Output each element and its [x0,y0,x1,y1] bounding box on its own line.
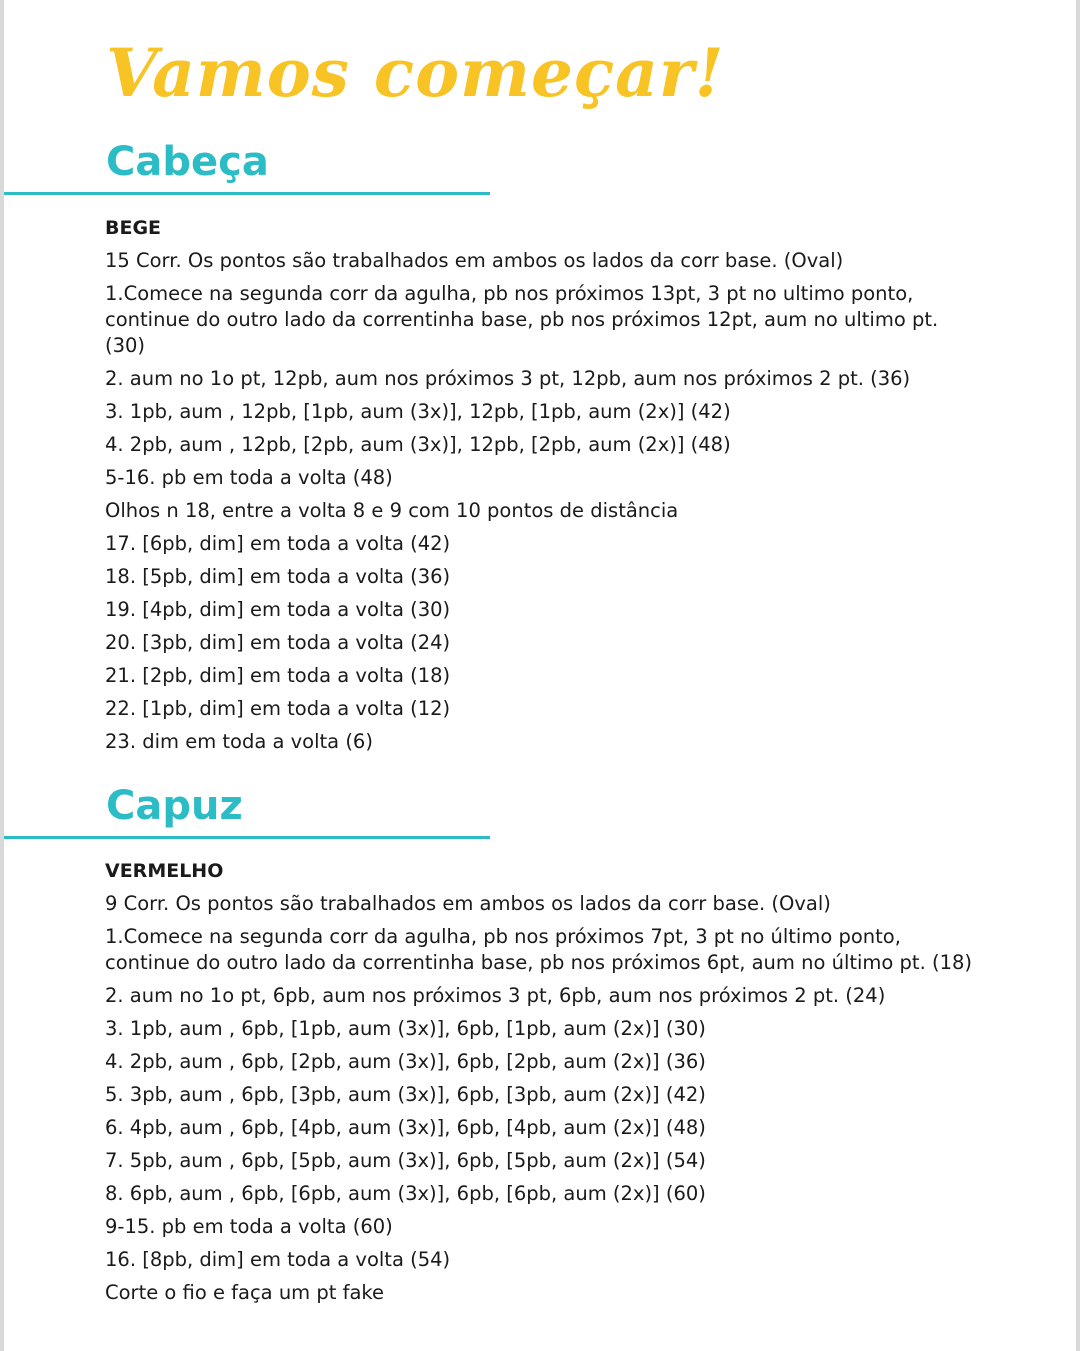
instruction-line: 16. [8pb, dim] em toda a volta (54) [105,1248,451,1271]
instruction-line: 2. aum no 1o pt, 6pb, aum nos próximos 3 pt, 6pb, aum nos próximos 2 pt. (24) [105,984,886,1007]
instruction-line: 15 Corr. Os pontos são trabalhados em ambos os lados da corr base. (Oval) [105,249,844,272]
instruction-line: 17. [6pb, dim] em toda a volta (42) [105,532,451,555]
section-heading-cabeca: Cabeça [106,139,269,185]
instruction-line: Corte o fio e faça um pt fake [105,1281,385,1304]
instruction-line: 3. 1pb, aum , 6pb, [1pb, aum (3x)], 6pb, [1pb, aum (2x)] (30) [105,1017,706,1040]
instruction-line: 21. [2pb, dim] em toda a volta (18) [105,664,451,687]
instruction-line: 22. [1pb, dim] em toda a volta (12) [105,697,451,720]
instructions-list-cabeca [105,215,975,755]
instruction-line: 9 Corr. Os pontos são trabalhados em ambos os lados da corr base. (Oval) [105,892,831,915]
yarn-color-label: VERMELHO [105,860,224,882]
section-divider-cabeca [4,192,490,195]
instruction-line: 19. [4pb, dim] em toda a volta (30) [105,598,451,621]
instruction-line: 9-15. pb em toda a volta (60) [105,1215,393,1238]
instruction-line: 8. 6pb, aum , 6pb, [6pb, aum (3x)], 6pb, [6pb, aum (2x)] (60) [105,1182,706,1205]
instructions-list-capuz [105,858,975,1306]
instruction-line: 6. 4pb, aum , 6pb, [4pb, aum (3x)], 6pb, [4pb, aum (2x)] (48) [105,1116,706,1139]
instruction-line: 1.Comece na segunda corr da agulha, pb nos próximos 7pt, 3 pt no último ponto, continue do outro lado da correntinha base, pb nos próximos 6pt, aum no último pt. (18) [105,925,972,974]
instruction-line: 4. 2pb, aum , 6pb, [2pb, aum (3x)], 6pb, [2pb, aum (2x)] (36) [105,1050,706,1073]
instruction-line: 5-16. pb em toda a volta (48) [105,466,393,489]
instruction-line: 20. [3pb, dim] em toda a volta (24) [105,631,451,654]
yarn-color-label: BEGE [105,217,162,239]
page-border-left [0,0,4,1351]
section-divider-capuz [4,836,490,839]
instruction-line: 7. 5pb, aum , 6pb, [5pb, aum (3x)], 6pb, [5pb, aum (2x)] (54) [105,1149,706,1172]
instruction-line: 18. [5pb, dim] em toda a volta (36) [105,565,451,588]
page-border-right [1076,0,1080,1351]
instruction-line: Olhos n 18, entre a volta 8 e 9 com 10 pontos de distância [105,499,679,522]
instruction-line: 3. 1pb, aum , 12pb, [1pb, aum (3x)], 12pb, [1pb, aum (2x)] (42) [105,400,731,423]
instruction-line: 1.Comece na segunda corr da agulha, pb nos próximos 13pt, 3 pt no ultimo ponto, continue do outro lado da correntinha base, pb nos próximos 12pt, aum no ultimo pt. (30) [105,282,939,357]
instruction-line: 23. dim em toda a volta (6) [105,730,373,753]
instruction-line: 5. 3pb, aum , 6pb, [3pb, aum (3x)], 6pb, [3pb, aum (2x)] (42) [105,1083,706,1106]
page-title: Vamos começar! [106,34,725,112]
section-heading-capuz: Capuz [106,783,243,829]
instruction-line: 4. 2pb, aum , 12pb, [2pb, aum (3x)], 12pb, [2pb, aum (2x)] (48) [105,433,731,456]
instruction-line: 2. aum no 1o pt, 12pb, aum nos próximos 3 pt, 12pb, aum nos próximos 2 pt. (36) [105,367,911,390]
